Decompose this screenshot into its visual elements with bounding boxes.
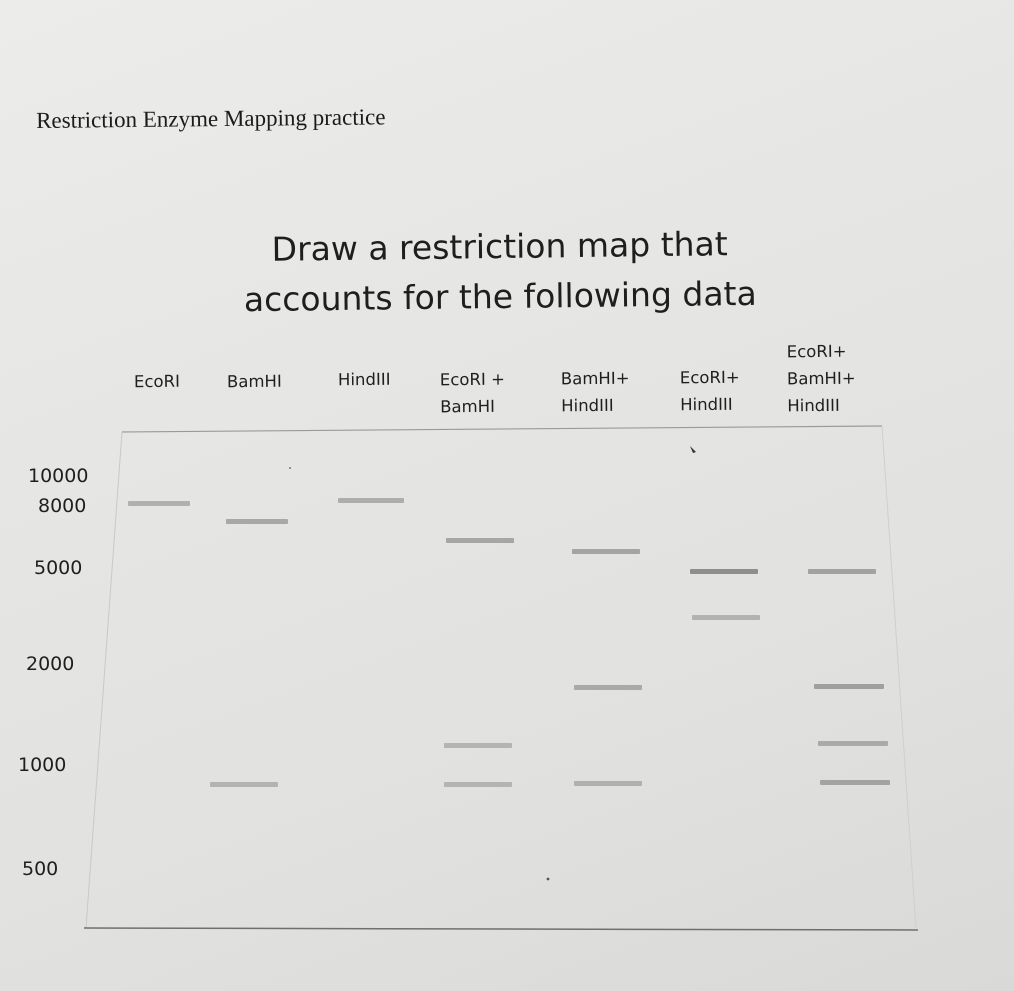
gel-band — [814, 684, 884, 689]
lane-label-line: HindIII — [561, 395, 614, 416]
gel-band — [820, 780, 890, 785]
gel-left-edge — [86, 432, 122, 928]
gel-band — [572, 549, 640, 554]
size-marker-2000: 2000 — [26, 653, 75, 675]
gel-bottom-edge — [84, 928, 918, 930]
document-title: Restriction Enzyme Mapping practice — [36, 104, 386, 133]
lane-label-line: EcoRI + — [439, 369, 505, 390]
gel-band — [446, 538, 514, 543]
gel-band — [128, 501, 190, 506]
gel-band — [210, 782, 278, 787]
cursor-mark — [690, 446, 696, 453]
gel-band — [574, 781, 642, 786]
instruction-line-2: accounts for the following data — [243, 273, 757, 320]
instruction-line-1: Draw a restriction map that — [271, 224, 728, 269]
gel-band — [818, 741, 888, 746]
gel-band — [574, 685, 642, 690]
gel-band — [690, 569, 758, 574]
lane-label-line: EcoRI+ — [786, 341, 847, 362]
speck — [547, 878, 550, 881]
speck — [289, 467, 291, 469]
lane-label-line: BamHI — [440, 396, 496, 417]
size-marker-1000: 1000 — [18, 754, 67, 776]
gel-right-edge — [882, 426, 916, 928]
gel-band — [444, 743, 512, 748]
lane-label-line: EcoRI+ — [679, 367, 740, 388]
lane-label-line: BamHI — [226, 371, 282, 392]
lane-label-line: BamHI+ — [560, 368, 630, 389]
size-marker-5000: 5000 — [34, 557, 83, 579]
lane-label-line: BamHI+ — [786, 368, 856, 389]
gel-top-edge — [122, 426, 882, 432]
lane-label-line: HindIII — [337, 369, 391, 390]
size-marker-8000: 8000 — [38, 495, 87, 517]
lane-label-line: EcoRI — [133, 371, 181, 392]
gel-band — [692, 615, 760, 620]
gel-band — [444, 782, 512, 787]
size-marker-500: 500 — [22, 858, 59, 880]
lane-label-line: HindIII — [680, 394, 733, 415]
lane-label-line: HindIII — [787, 395, 840, 416]
size-marker-10000: 10000 — [28, 465, 89, 487]
gel-band — [226, 519, 288, 524]
gel-band — [338, 498, 404, 503]
gel-band — [808, 569, 876, 574]
